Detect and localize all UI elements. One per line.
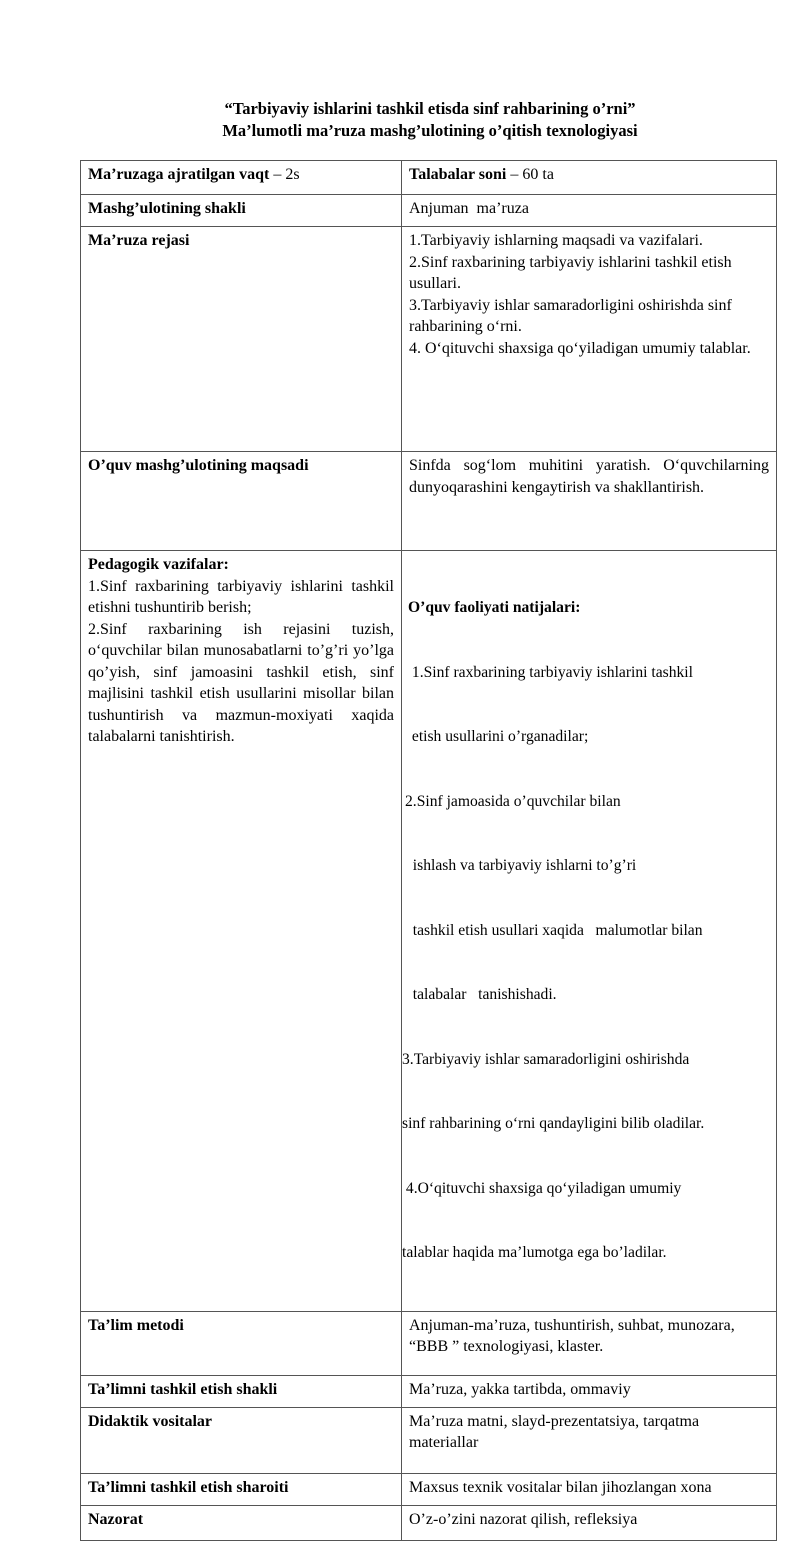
task-item: 2.Sinf raxbarining ish rejasini tuzish, o‘quvchilar bilan munosabatlarni to’g’ri yo’lga qo’yish, sinf jamoasini tashkil etish, sinf majlisini tashkil etish usullarini misollar bilan tushuntirish va mazmun-moxiyati xaqida talabalarni tanishtirish.: [88, 620, 394, 745]
goal-label: O’quv mashg’ulotining maqsadi: [81, 452, 402, 551]
result-line: talablar haqida ma’lumotga ega bo’ladilar.: [402, 1244, 667, 1261]
time-value: – 2s: [269, 166, 300, 183]
students-label: Talabalar soni: [409, 166, 507, 183]
title-line-1: “Tarbiyaviy ishlarini tashkil etisda sinf rahbarining o’rni”: [224, 99, 636, 118]
lesson-technology-table: [80, 160, 777, 1541]
table-row: [81, 452, 777, 551]
title-line-2: Ma’lumotli ma’ruza mashg’ulotining o’qitish texnologiyasi: [222, 121, 638, 140]
table-row: [81, 1407, 777, 1473]
plan-item: 3.Tarbiyaviy ishlar samaradorligini oshirishda sinf rahbarining o‘rni.: [409, 296, 732, 335]
time-cell: [81, 161, 402, 195]
didactic-label: Didaktik vositalar: [81, 1407, 402, 1473]
table-row: [81, 1375, 777, 1407]
results-label: O’quv faoliyati natijalari:: [408, 599, 581, 616]
table-row: [81, 161, 777, 195]
plan-item: 1.Tarbiyaviy ishlarning maqsadi va vazifalari.: [409, 232, 703, 249]
form-label: Mashg’ulotining shakli: [81, 195, 402, 227]
result-line: etish usullarini o’rganadilar;: [408, 728, 589, 745]
plan-items: [402, 227, 777, 452]
time-label: Ma’ruzaga ajratilgan vaqt: [88, 166, 270, 183]
goal-value: Sinfda sog‘lom muhitini yaratish. O‘quvchilarning dunyoqarashini kengaytirish va shakllantirish.: [402, 452, 777, 551]
plan-item: 4. O‘qituvchi shaxsiga qo‘yiladigan umumiy talablar.: [409, 339, 751, 357]
table-row: [81, 551, 777, 1312]
form-value: Anjuman ma’ruza: [402, 195, 777, 227]
table-row: [81, 1473, 777, 1505]
conditions-value: Maxsus texnik vositalar bilan jihozlangan xona: [402, 1473, 777, 1505]
table-row: [81, 1311, 777, 1375]
table-row: [81, 195, 777, 227]
tasks-label: Pedagogik vazifalar:: [88, 556, 229, 573]
conditions-label: Ta’limni tashkil etish sharoiti: [81, 1473, 402, 1505]
method-label: Ta’lim metodi: [81, 1311, 402, 1375]
result-line: tashkil etish usullari xaqida malumotlar bilan: [405, 921, 703, 939]
result-line: 4.O‘qituvchi shaxsiga qo‘yiladigan umumiy: [402, 1179, 682, 1197]
control-label: Nazorat: [81, 1505, 402, 1540]
result-line: ishlash va tarbiyaviy ishlarni to’g’ri: [405, 857, 637, 874]
task-item: 1.Sinf raxbarining tarbiyaviy ishlarini tashkil etishni tushuntirib berish;: [88, 577, 394, 616]
result-line: 3.Tarbiyaviy ishlar samaradorligini oshirishda: [402, 1050, 690, 1068]
plan-item: 2.Sinf raxbarining tarbiyaviy ishlarini tashkil etish usullari.: [409, 253, 732, 292]
method-value: Anjuman-ma’ruza, tushuntirish, suhbat, munozara, “BBB ” texnologiyasi, klaster.: [402, 1311, 777, 1375]
students-cell: [402, 161, 777, 195]
result-line: sinf rahbarining o‘rni qandayligini bilib oladilar.: [402, 1115, 705, 1132]
plan-label: Ma’ruza rejasi: [81, 227, 402, 452]
org-form-label: Ta’limni tashkil etish shakli: [81, 1375, 402, 1407]
table-row: [81, 227, 777, 452]
result-line: talabalar tanishishadi.: [405, 986, 557, 1003]
students-value: – 60 ta: [506, 166, 554, 183]
table-row: [81, 1505, 777, 1540]
result-line: 1.Sinf raxbarining tarbiyaviy ishlarini tashkil: [408, 663, 693, 681]
org-form-value: Ma’ruza, yakka tartibda, ommaviy: [402, 1375, 777, 1407]
results-cell: [402, 551, 777, 1312]
tasks-cell: [81, 551, 402, 1312]
document-title: [80, 98, 780, 142]
didactic-value: Ma’ruza matni, slayd-prezentatsiya, tarqatma materiallar: [402, 1407, 777, 1473]
control-value: O’z-o’zini nazorat qilish, refleksiya: [402, 1505, 777, 1540]
result-line: 2.Sinf jamoasida o’quvchilar bilan: [405, 792, 621, 810]
